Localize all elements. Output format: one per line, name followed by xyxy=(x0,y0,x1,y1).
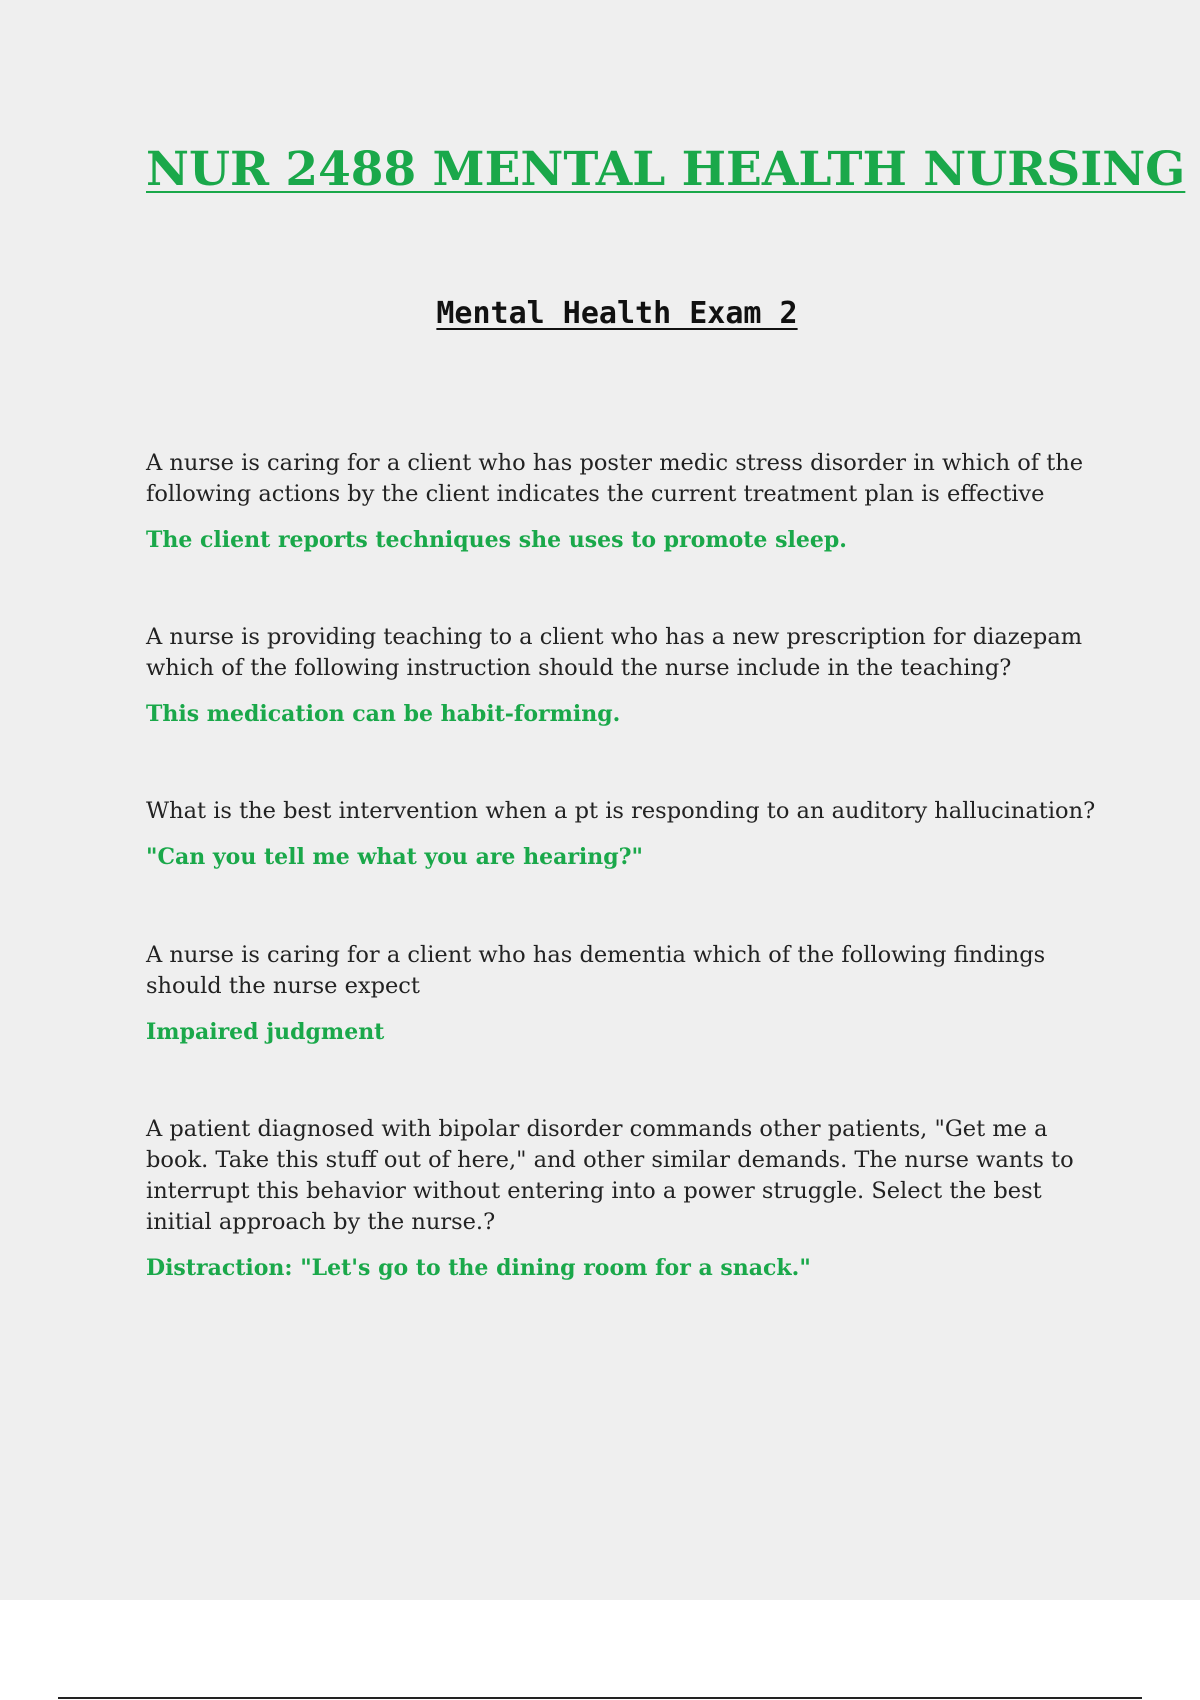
qa-item xyxy=(146,940,1096,1047)
question-text: A nurse is providing teaching to a client who has a new prescription for diazepam which of the following instruction should the nurse include in the teaching? xyxy=(146,624,1083,681)
question-text: A patient diagnosed with bipolar disorder commands other patients, "Get me a book. Take this stuff out of here," and other similar demands. The nurse wants to interrupt this behavior without entering into a power struggle. Select the best initial approach by the nurse.? xyxy=(146,1116,1074,1235)
qa-item xyxy=(146,622,1096,729)
answer-text: The client reports techniques she uses to promote sleep. xyxy=(146,527,847,553)
document-title: NUR 2488 MENTAL HEALTH NURSING xyxy=(146,142,1186,197)
next-page-top-rule xyxy=(58,1697,1142,1699)
document-subtitle: Mental Health Exam 2 xyxy=(436,296,798,331)
qa-item xyxy=(146,448,1096,555)
answer-text: This medication can be habit-forming. xyxy=(146,701,621,727)
page-gap xyxy=(0,1600,1200,1700)
answer-text: Distraction: "Let's go to the dining room for a snack." xyxy=(146,1255,811,1281)
question-text: A nurse is caring for a client who has dementia which of the following findings should the nurse expect xyxy=(146,942,1046,999)
answer-text: "Can you tell me what you are hearing?" xyxy=(146,844,644,870)
qa-item xyxy=(146,796,1096,872)
question-text: A nurse is caring for a client who has poster medic stress disorder in which of the following actions by the client indicates the current treatment plan is effective xyxy=(146,450,1084,507)
answer-text: Impaired judgment xyxy=(146,1019,385,1045)
question-text: What is the best intervention when a pt is responding to an auditory hallucination? xyxy=(146,798,1096,824)
qa-item xyxy=(146,1114,1096,1283)
